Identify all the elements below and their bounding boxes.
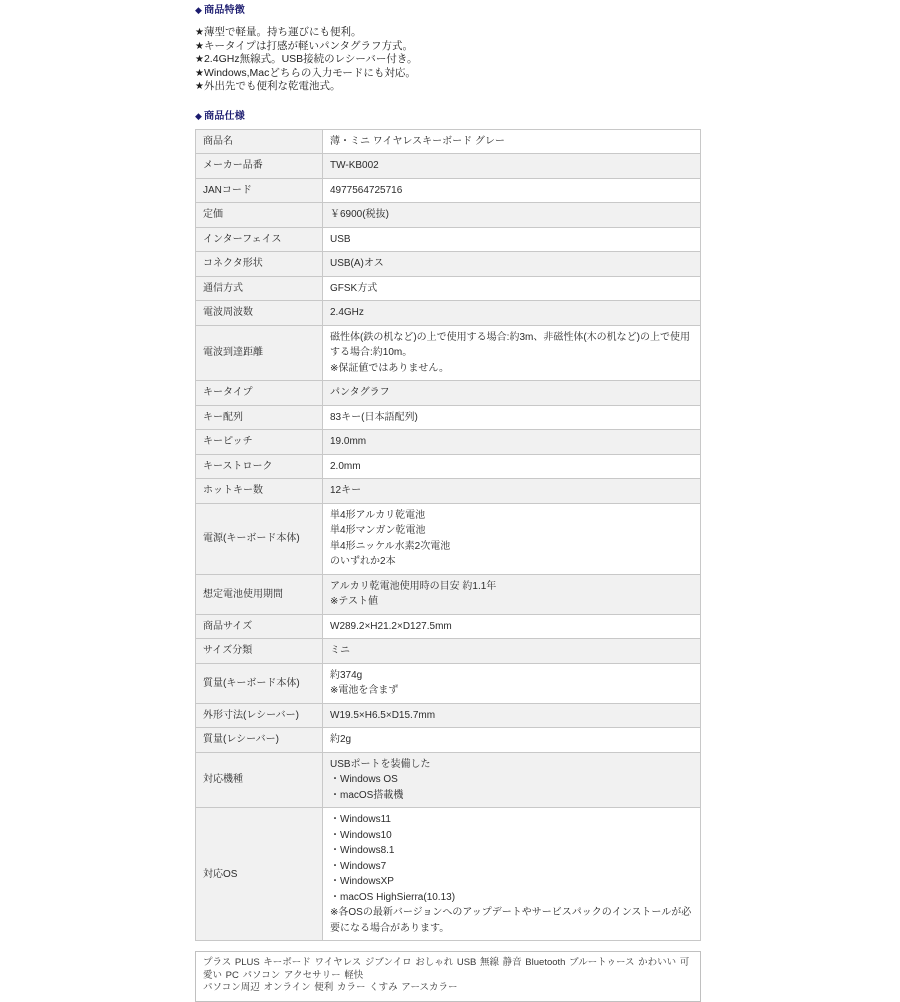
spec-value-line: USB (330, 233, 351, 245)
spec-table-body (196, 129, 701, 941)
spec-label-cell: 電波周波数 (196, 301, 323, 326)
table-row (196, 301, 701, 326)
spec-value-line: USBポートを装備した (330, 758, 431, 770)
spec-value-line: 83キー(日本語配列) (330, 411, 418, 423)
spec-value-line: ・WindowsXP (330, 876, 394, 888)
table-row (196, 405, 701, 430)
spec-value-line: のいずれか2本 (330, 556, 396, 568)
spec-value-line: W289.2×H21.2×D127.5mm (330, 620, 452, 632)
spec-value-cell (323, 129, 701, 154)
spec-value-line: ￥6900(税抜) (330, 209, 389, 221)
table-row (196, 808, 701, 941)
content-column (195, 0, 701, 1002)
spec-value-line: ・Windows8.1 (330, 845, 395, 857)
table-row (196, 752, 701, 808)
table-row (196, 430, 701, 455)
spec-label-cell: 商品サイズ (196, 614, 323, 639)
table-row (196, 728, 701, 753)
feature-text: Windows,Macどちらの入力モードにも対応。 (203, 66, 416, 79)
spec-value-line: 約374g (330, 669, 363, 681)
spec-value-line: ・Windows OS (330, 774, 398, 786)
table-row (196, 639, 701, 664)
spec-value-cell (323, 639, 701, 664)
table-row (196, 227, 701, 252)
spec-value-line: USB(A)オス (330, 258, 384, 270)
spec-label-cell: 外形寸法(レシーバー) (196, 703, 323, 728)
spec-value-line: アルカリ乾電池使用時の目安 約1.1年 (330, 580, 497, 592)
spec-value-cell (323, 203, 701, 228)
spec-label-cell: キーストローク (196, 454, 323, 479)
spec-value-line: TW-KB002 (330, 160, 379, 172)
spec-label-cell: メーカー品番 (196, 154, 323, 179)
table-row (196, 203, 701, 228)
spec-value-line: パンタグラフ (330, 387, 390, 399)
table-row (196, 154, 701, 179)
spec-value-line: 約2g (330, 734, 352, 746)
spec-value-line: 2.0mm (330, 460, 361, 472)
spec-value-cell (323, 325, 701, 381)
spec-value-line: 薄・ミニ ワイヤレスキーボード グレー (330, 135, 505, 147)
spec-value-cell (323, 663, 701, 703)
table-row (196, 129, 701, 154)
spec-value-cell (323, 574, 701, 614)
feature-item (195, 40, 701, 54)
spec-value-cell (323, 301, 701, 326)
table-row (196, 614, 701, 639)
spec-label-cell: 対応OS (196, 808, 323, 941)
spec-value-cell (323, 728, 701, 753)
table-row (196, 252, 701, 277)
star-bullet-icon: ★ (195, 54, 204, 66)
spec-label-cell: 通信方式 (196, 276, 323, 301)
feature-item (195, 53, 701, 67)
spec-value-cell (323, 430, 701, 455)
spec-heading-label: 商品仕様 (204, 110, 245, 122)
feature-text: 薄型で軽量。持ち運びにも便利。 (203, 26, 362, 38)
spec-value-line: ※各OSの最新バージョンへのアップデートやサービスパックのインストールが必要になる場合があります。 (330, 907, 692, 934)
spec-value-cell (323, 479, 701, 504)
spec-value-cell (323, 381, 701, 406)
spec-label-cell: インターフェイス (196, 227, 323, 252)
feature-text: 2.4GHz無線式。USB接続のレシーバー付き。 (203, 53, 418, 66)
spec-value-line: ミニ (330, 645, 350, 657)
star-bullet-icon: ★ (195, 81, 204, 93)
features-heading-label: 商品特徴 (204, 5, 245, 16)
spec-value-line: ※保証値ではありません。 (330, 362, 449, 374)
spec-value-cell (323, 227, 701, 252)
spec-value-line: 単4形マンガン乾電池 (330, 525, 426, 537)
spec-value-line: ・macOS搭載機 (330, 789, 404, 801)
spec-value-cell (323, 178, 701, 203)
spec-value-line: 単4形ニッケル水素2次電池 (330, 540, 451, 552)
table-row (196, 381, 701, 406)
spec-value-line: ※テスト値 (330, 596, 378, 608)
feature-item (195, 80, 701, 94)
table-row (196, 574, 701, 614)
spec-value-line: 単4形アルカリ乾電池 (330, 509, 426, 521)
feature-item (195, 67, 701, 81)
table-row (196, 325, 701, 381)
spec-label-cell: JANコード (196, 178, 323, 203)
table-row (196, 479, 701, 504)
spec-label-cell: 電源(キーボード本体) (196, 503, 323, 574)
table-row (196, 178, 701, 203)
spec-value-line: ・macOS HighSierra(10.13) (330, 891, 456, 903)
spec-table (195, 129, 701, 942)
diamond-marker-icon: ◆ (195, 110, 203, 121)
spec-label-cell: キーピッチ (196, 430, 323, 455)
feature-item (195, 26, 701, 40)
spec-value-cell (323, 752, 701, 808)
spec-value-line: 19.0mm (330, 436, 367, 448)
spec-label-cell: ホットキー数 (196, 479, 323, 504)
spec-value-cell (323, 252, 701, 277)
keyword-line: パソコン周辺 オンライン 便利 カラー くすみ アースカラー (203, 982, 458, 994)
spec-label-cell: 定価 (196, 203, 323, 228)
spec-value-line: ・Windows11 (330, 814, 391, 826)
spec-label-cell: 商品名 (196, 129, 323, 154)
diamond-marker-icon: ◆ (195, 5, 203, 15)
spec-value-cell (323, 154, 701, 179)
spec-value-cell (323, 703, 701, 728)
spec-label-cell: 電波到達距離 (196, 325, 323, 381)
spec-value-line: ・Windows7 (330, 860, 387, 872)
table-row (196, 276, 701, 301)
spec-label-cell: 想定電池使用期間 (196, 574, 323, 614)
features-list (195, 26, 701, 94)
spec-label-cell: 対応機種 (196, 752, 323, 808)
spec-heading (195, 106, 701, 126)
table-row (196, 454, 701, 479)
spec-value-line: 4977564725716 (330, 184, 403, 196)
spec-value-line: ※電池を含まず (330, 685, 399, 697)
spec-value-cell (323, 808, 701, 941)
table-row (196, 663, 701, 703)
spec-label-cell: 質量(レシーバー) (196, 728, 323, 753)
feature-text: キータイプは打感が軽いパンタグラフ方式。 (203, 39, 414, 52)
star-bullet-icon: ★ (195, 27, 204, 38)
spec-value-line: 2.4GHz (330, 307, 364, 319)
table-row (196, 503, 701, 574)
table-row (196, 703, 701, 728)
spec-value-cell (323, 276, 701, 301)
spec-label-cell: コネクタ形状 (196, 252, 323, 277)
spec-value-line: ・Windows10 (330, 829, 392, 841)
features-heading (195, 0, 701, 20)
spec-label-cell: 質量(キーボード本体) (196, 663, 323, 703)
spec-value-line: 12キー (330, 485, 362, 497)
spec-label-cell: サイズ分類 (196, 639, 323, 664)
spec-value-line: 磁性体(鉄の机など)の上で使用する場合:約3m、非磁性体(木の机など)の上で使用する場合:約10m。 (330, 331, 690, 359)
keyword-line: プラス PLUS キーボード ワイヤレス ジブンイロ おしゃれ USB 無線 静音 Bluetooth ブルートゥース かわいい 可愛い PC パソコン アクセサリー 軽快 (203, 957, 690, 981)
keyword-footer (195, 951, 701, 1002)
spec-value-cell (323, 614, 701, 639)
feature-text: 外出先でも便利な乾電池式。 (203, 80, 341, 93)
spec-value-line: W19.5×H6.5×D15.7mm (330, 709, 436, 721)
spec-label-cell: キー配列 (196, 405, 323, 430)
spec-value-cell (323, 503, 701, 574)
spec-value-cell (323, 405, 701, 430)
star-bullet-icon: ★ (195, 67, 204, 79)
star-bullet-icon: ★ (195, 40, 204, 52)
spec-value-cell (323, 454, 701, 479)
spec-label-cell: キータイプ (196, 381, 323, 406)
spec-value-line: GFSK方式 (330, 282, 378, 294)
